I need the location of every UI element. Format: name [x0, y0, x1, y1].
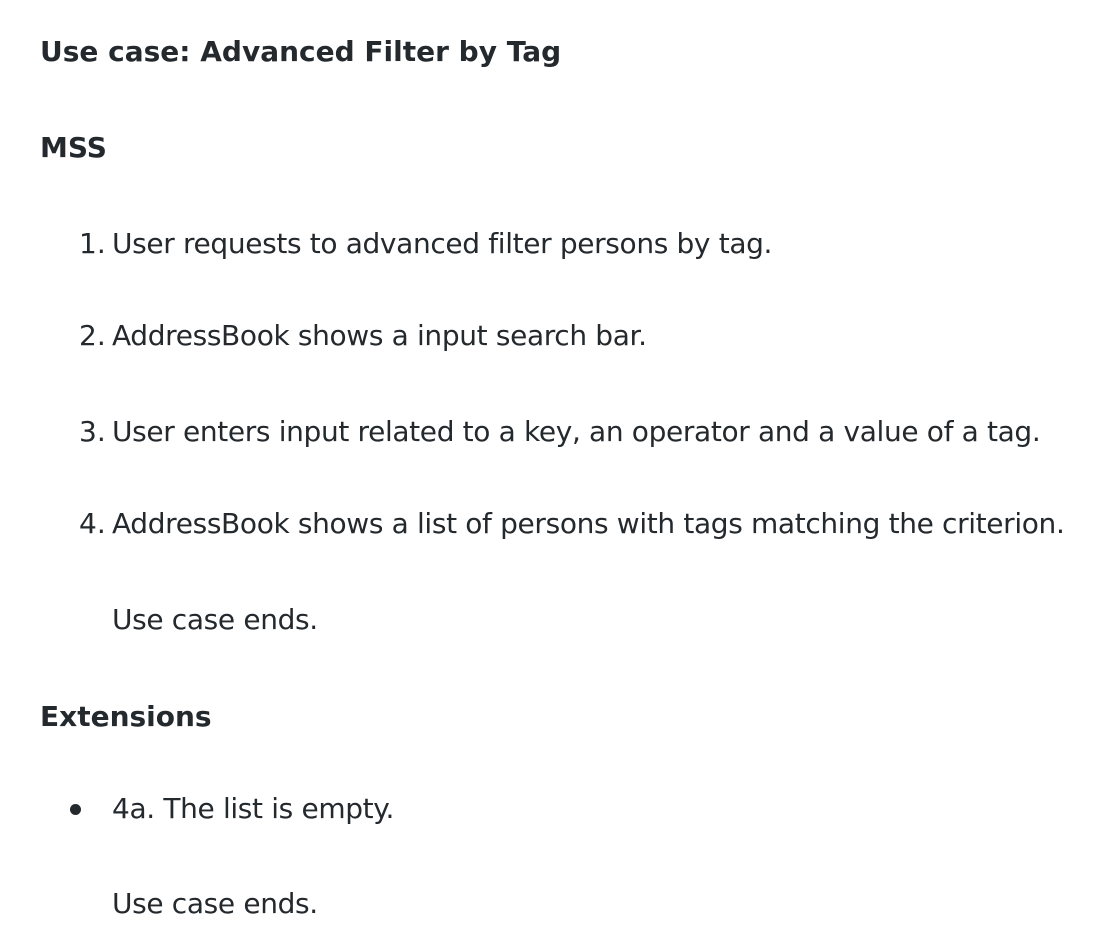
use-case-title: Use case: Advanced Filter by Tag	[40, 35, 562, 68]
extensions-heading: Extensions	[40, 700, 212, 733]
mss-end-text: Use case ends.	[112, 603, 318, 636]
extension-end-text: Use case ends.	[112, 887, 318, 920]
step-text: User requests to advanced filter persons by tag.	[112, 227, 773, 260]
step-text: AddressBook shows a input search bar.	[112, 319, 647, 352]
step-number: 4.	[79, 507, 106, 540]
bullet-icon	[70, 804, 81, 815]
step-number: 3.	[79, 415, 106, 448]
step-number: 1.	[79, 227, 106, 260]
step-text: User enters input related to a key, an operator and a value of a tag.	[112, 415, 1041, 448]
step-text: AddressBook shows a list of persons with tags matching the criterion.	[112, 507, 1065, 540]
step-number: 2.	[79, 319, 106, 352]
extension-text: 4a. The list is empty.	[112, 792, 395, 825]
mss-heading: MSS	[40, 131, 107, 164]
